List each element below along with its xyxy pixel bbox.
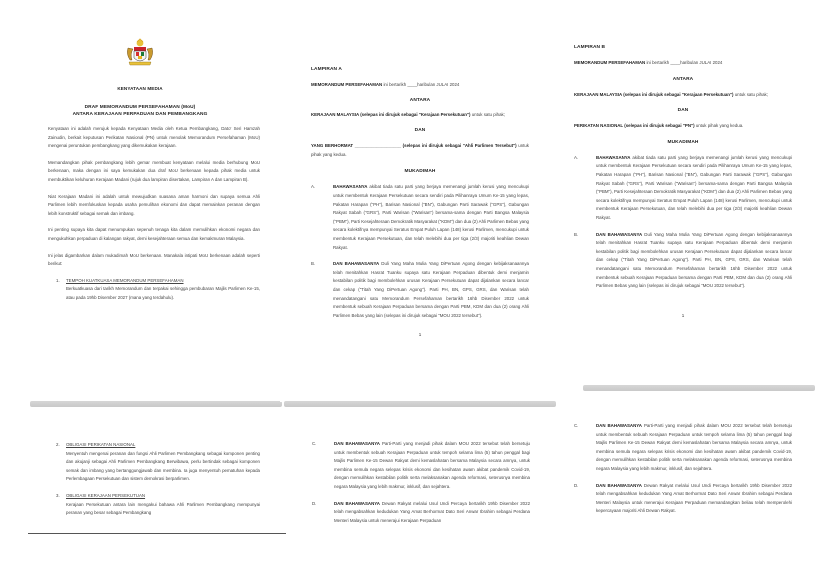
clause-b: B. DAN BAHAWASANYA Duli Yang Maha Mulia Yang DiPertuan Agong dengan kebijaksanaannya telah menitahkan Hasrat Tuanku supaya satu Kerajaan Perpaduan dibentuk demi menjamin kestabilan politik bagi membolehkan urusan Kerajaan Persekutuan dapat dijalankan secara lancar dan cekap ("Titah Yang DiPertuan Agong"). Parti PH, BN, GPS, GRS, dan Warisan telah menandatangani satu Memorandum Persefahaman bertarikh 16hb Disember 2022 untuk membentuk sebuah Kerajaan Perpaduan bersama dengan Parti PBM, KDM dan dua (2) orang Ahli Parlimen Bebas yang lain (selepas ini dirujuk sebagai "MOU 2022 tersebut"). [311,261,529,318]
item-text: Kerajaan Persekutuan antara lain mengakui bahawa Ahli Parlimen Pembangkang mempunyai peranan yang besar sebagai Pembangkang [66,501,260,516]
dan-heading: DAN [677,108,689,114]
clause-d: D. DAN BAHAWASANYA Dewan Rakyat melalui Usul Undi Percaya bertarikh 19hb Disember 2022 telah mengabsahkan kedudukan Yang Amat Berhormat Dato Seri Anwar Ibrahim sebagai Perdana Menteri Malaysia untuk menerajui Kerajaan Perpaduan memandangkan beliau telah memperolehi kepercayaan majoriti Ahli Dewan Rakyat. [574,482,793,514]
memo-date-line: MEMORANDUM PERSEFAHAMAN ini bertarikh ____haribulan JULAI 2024 [311,82,460,87]
document-subtitle-line2: ANTARA KERAJAAN PERPADUAN DAN PEMBANGKANG [72,112,208,117]
paragraph: Kenyataan ini adalah merujuk kepada Kenyataan Media oleh Ketua Pembangkang, Dato' Seri Hamzah Zainudin, berkait keputusan Perikatan Nasional (PN) untuk menolak Memorandum Persefahaman (MoU) mengenai peruntukan pembangkang yang dikemukakan kerajaan. [48,126,260,149]
page-number: 1 [681,312,685,318]
press-statement-page [0,0,280,402]
page-edge [583,385,815,391]
party-two: YANG BERHORMAT ___________________ (selepas ini dirujuk sebagai "Ahli Parlimen Tersebut") untuk pihak yang kedua. [311,143,529,157]
appendix-b-page [560,0,840,387]
item-text: Berkuatkuasa dari tarikh Memorandum dan terpakai sehingga pembubaran Majlis Parlimen Ke-15, atau pada 19hb Disember 2027 (mana yang terdahulu). [66,286,260,300]
mukadimah-heading: MUKADIMAH [404,169,436,175]
item-number: 1. [56,277,60,283]
clause-a: A. BAHAWASANYA akibat tiada satu parti yang berjaya memenangi jumlah kerusi yang mencukupi untuk membentuk Kerajaan Persekutuan secara sendiri pada Pilihanraya Umum Ke-15 yang lepas, Pakatan Harapan ("PH"), Barisan Nasional ("BN"), Gabungan Parti Sarawak ("GPS"), Gabungan Rakyat Sabah ("GRS"), Parti Warisan ("Warisan") bersama-sama dengan Parti Bangsa Malaysia ("PBM"), Parti Kesejahteraan Demokratik Masyarakat ("KDM") dan dua (2) Ahli Parlimen Bebas yang secara kolektifnya mempunyai Seratus Empat Puluh Lapan (148) kerusi Parlimen, mencukupi untuk membentuk Kerajaan Persekutuan, dan telah melebihi dua per tiga (2/3) majoriti keahlian Dewan Rakyat. [574,154,792,220]
appendix-a-page [280,0,560,402]
page-edge [30,401,282,407]
antara-heading: ANTARA [409,97,431,103]
press-statement-body [48,125,260,303]
page-edge [284,401,556,407]
appendix-b-continued-page [560,392,840,562]
party-one: KERAJAAN MALAYSIA (selepas ini dirujuk sebagai "Kerajaan Persekutuan") untuk satu pihak; [311,111,505,117]
paragraph: Niat Kerajaan Madani ini adalah untuk mewujudkan suasana aman harmoni dan supaya semua Ahli Parlimen lebih memfokuskan kepada usaha pemulihan ekonomi dan dapat memainkan peranan dengan lebih konstruktif sebagai semak dan imbang. [48,193,260,216]
numbered-item-3: 3. OBLIGASI KERAJAAN PERSEKUTUAN Kerajaan Persekutuan antara lain mengakui bahawa Ahli Parlimen Pembangkang mempunyai peranan yang besar sebagai Pembangkang [56,492,260,518]
paragraph: Ini jelas digambarkan dalam mukadimah MoU berkenaan. Manakala intipati MoU berkenaan adalah seperti berikut: [48,252,260,267]
item-heading: OBLIGASI KERAJAAN PERSEKUTUAN [66,492,146,498]
clause-c: C. DAN BAHAWASANYA Parti-Parti yang menjadi pihak dalam MOU 2022 tersebut telah bersetuju untuk membentuk sebuah Kerajaan Perpaduan untuk tempoh selama lima (5) tahun penggal bagi Majlis Parlimen Ke-15 Dewan Rakyat demi kemaslahatan bersama Malaysia secara amnya, untuk membina semula negara selepas krisis ekonomi dan kesihatan awam akibat pandemik Covid-19, dengan memulihkan kestabilan politik serta melaksanakan agenda reformasi, seterusnya membina negara Malaysia yang lebih makmur, inklusif, dan sejahtera. [574,423,792,471]
numbered-item-2: 2. OBLIGASI PERIKATAN NASIONAL Menyentuh mengenai peranan dan fungsi Ahli Parlimen Pembangkang sebagai komponen penting dan akujanji sebagai Ahli Parlimen Pembangkang Berwibawa, perlu bertindak sebagai komponen semak dan imbang yang bertanggungjawab dan membina. Ia juga menyentuh pematuhan kepada Perlembagaan Persekutuan dan sistem demokrasi berparlimen. [56,441,260,484]
item-heading: OBLIGASI PERIKATAN NASIONAL [66,442,136,447]
party-two: PERIKATAN NASIONAL (selepas ini dirujuk sebagai "PN") untuk pihak yang kedua. [574,123,744,129]
antara-heading: ANTARA [672,76,694,82]
clause-a: A. BAHAWASANYA akibat tiada satu parti yang berjaya memenangi jumlah kerusi yang mencukupi untuk membentuk Kerajaan Persekutuan secara sendiri pada Pilihanraya Umum Ke-15 yang lepas, Pakatan Harapan ("PH"), Barisan Nasional ("BN"), Gabungan Parti Sarawak ("GPS"), Gabungan Rakyat Sabah ("GRS"), Parti Warisan ("Warisan") bersama-sama dengan Parti Bangsa Malaysia ("PBM"), Parti Kesejahteraan Demokratik Masyarakat ("KDM") dan dua (2) Ahli Parlimen Bebas yang secara kolektifnya mempunyai Seratus Empat Puluh Lapan (148) kerusi Parlimen, mencukupi untuk membentuk Kerajaan Persekutuan, dan telah melebihi dua per tiga (2/3) majoriti keahlian Dewan Rakyat. [311,184,529,250]
dan-heading: DAN [414,128,426,134]
clause-b: B. DAN BAHAWASANYA Duli Yang Maha Mulia Yang DiPertuan Agong dengan kebijaksanaannya telah menitahkan Hasrat Tuanku supaya satu Kerajaan Perpaduan dibentuk demi menjamin kestabilan politik bagi membolehkan urusan Kerajaan Persekutuan dapat dijalankan secara lancar dan cekap ("Titah Yang DiPertuan Agong"). Parti PH, BN, GPS, GRS, dan Warisan telah menandatangani satu Memorandum Persefahaman bertarikh 16hb Disember 2022 untuk membentuk sebuah Kerajaan Perpaduan bersama dengan Parti PBM, KDM dan dua (2) orang Ahli Parlimen Bebas yang lain (selepas ini dirujuk sebagai "MOU 2022 tersebut"). [574,231,792,289]
press-statement-continued-page [0,408,290,538]
clause-d: D. DAN BAHAWASANYA Dewan Rakyat melalui Usul Undi Percaya bertarikh 19hb Disember 2022 telah mengabsahkan kedudukan Yang Amat Berhormat Dato Seri Anwar Ibrahim sebagai Perdana Menteri Malaysia untuk menerajui Kerajaan Perpaduan [312,500,531,523]
numbered-item-1 [56,277,260,303]
appendix-a-continued-page [290,408,560,538]
appendix-label: LAMPIRAN A [311,67,342,72]
paragraph: Ini penting supaya kita dapat menumpukan sepenuh tenaga kita dalam memulihkan ekonomi negara dan mengukuhkan perpaduan di kalangan rakyat, demi kesejahteraan semua dan kemakmuran Malaysia. [48,227,260,241]
malaysia-coat-of-arms-icon [123,38,157,68]
page-number: 1 [418,332,422,338]
item-text: Menyentuh mengenai peranan dan fungsi Ahli Parlimen Pembangkang sebagai komponen penting dan akujanji sebagai Ahli Parlimen Pembangkang Berwibawa, perlu bertindak sebagai komponen semak dan imbang yang bertanggungjawab dan membina. Ia juga menyentuh pematuhan kepada Perlembagaan Persekutuan dan sistem demokrasi berparlimen. [66,450,260,482]
item-heading: TEMPOH KUATKUASA MEMORANDUM PERSEFAHAMAN [66,277,184,283]
appendix-label: LAMPIRAN B [574,45,606,50]
memo-date-line: MEMORANDUM PERSEFAHAMAN ini bertarikh ____haribulan JULAI 2024 [574,60,723,65]
party-one: KERAJAAN MALAYSIA (selepas ini dirujuk sebagai "Kerajaan Persekutuan") untuk satu pihak; [574,91,768,97]
paragraph: Memandangkan pihak pembangkang lebih gemar membuat kenyataan melalui media berhubung MoU berkenaan, maka dengan ini saya kemukakan dua draf MoU berkenaan kepada pihak media untuk membuktikan keluhuran Kerajaan Madani (rujuk dua lampiran disertakan, Lampiran A dan Lampiran B). [48,159,260,182]
page-title: KENYATAAN MEDIA [117,86,163,91]
mukadimah-heading: MUKADIMAH [667,139,699,145]
crop-edge [28,533,286,534]
clause-c: C. DAN BAHAWASANYA Parti-Parti yang menjadi pihak dalam MOU 2022 tersebut telah bersetuju untuk membentuk sebuah Kerajaan Perpaduan untuk tempoh selama lima (5) tahun penggal bagi Majlis Parlimen Ke-15 Dewan Rakyat demi kemaslahatan bersama Malaysia secara amnya, untuk membina semula negara selepas krisis ekonomi dan kesihatan awam akibat pandemik Covid-19, dengan memulihkan kestabilan politik serta melaksanakan agenda reformasi, seterusnya membina negara Malaysia yang lebih makmur, inklusif, dan sejahtera. [312,441,530,489]
document-subtitle-line1: DRAF MEMORANDUM PERSEFAHAMAN (MoU) [84,105,196,110]
